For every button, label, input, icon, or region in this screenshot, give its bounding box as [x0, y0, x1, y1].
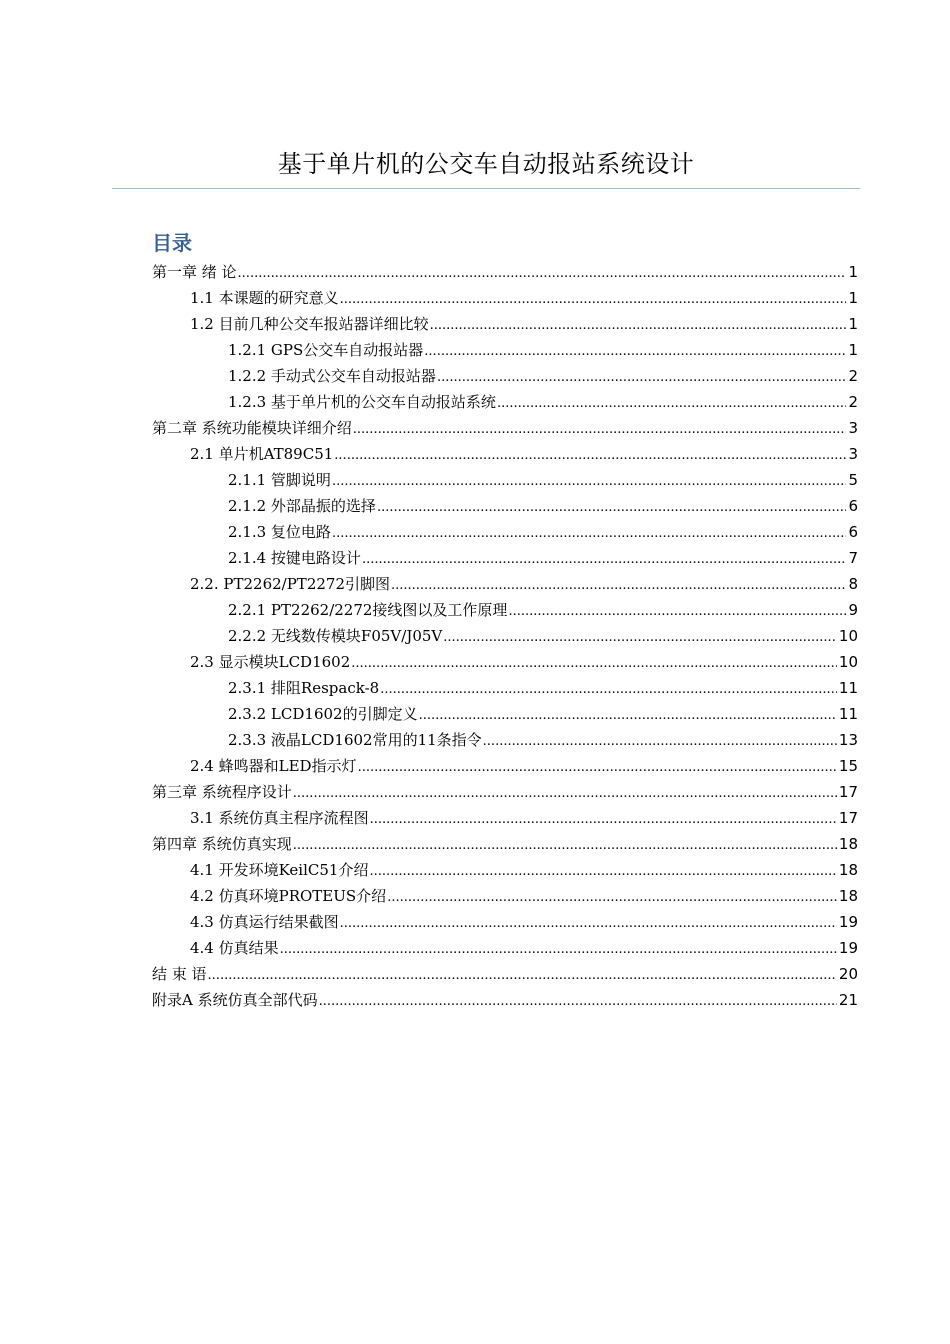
- toc-leader-dots: [293, 781, 837, 805]
- toc-page-number: 13: [838, 731, 858, 749]
- toc-leader-dots: [437, 365, 847, 389]
- toc-leader-dots: [508, 599, 846, 623]
- toc-heading: 目录: [152, 231, 192, 255]
- toc-entry[interactable]: [152, 909, 860, 935]
- toc-leader-dots: [340, 911, 837, 935]
- toc-entry-title: 1.2 目前几种公交车报站器详细比较: [190, 315, 429, 333]
- toc-entry-title: 1.1 本课题的研究意义: [190, 289, 339, 307]
- toc-leader-dots: [208, 963, 837, 987]
- toc-page-number: 3: [848, 419, 858, 437]
- toc-entry-title: 2.3.2 LCD1602的引脚定义: [228, 705, 418, 723]
- toc-entry[interactable]: [152, 961, 860, 987]
- toc-leader-dots: [497, 391, 847, 415]
- toc-entry[interactable]: [152, 623, 860, 649]
- toc-entry[interactable]: [152, 805, 860, 831]
- toc-leader-dots: [332, 469, 847, 493]
- toc-entry[interactable]: [152, 363, 860, 389]
- toc-entry[interactable]: [152, 779, 860, 805]
- toc-entry[interactable]: [152, 857, 860, 883]
- toc-page-number: 3: [848, 445, 858, 463]
- toc-entry[interactable]: [152, 311, 860, 337]
- toc-entry-title: 3.1 系统仿真主程序流程图: [190, 809, 369, 827]
- toc-entry-title: 2.2.1 PT2262/2272接线图以及工作原理: [228, 601, 508, 619]
- toc-page-number: 17: [838, 783, 858, 801]
- toc-entry-title: 2.1.4 按键电路设计: [228, 549, 361, 567]
- toc-entry-title: 4.3 仿真运行结果截图: [190, 913, 339, 931]
- toc-entry[interactable]: [152, 337, 860, 363]
- toc-leader-dots: [483, 729, 837, 753]
- toc-entry-title: 1.2.3 基于单片机的公交车自动报站系统: [228, 393, 496, 411]
- toc-entry-title: 4.1 开发环境KeilC51介绍: [190, 861, 369, 879]
- toc-page-number: 6: [848, 523, 858, 541]
- table-of-contents: [152, 259, 860, 1013]
- toc-entry-title: 2.1.3 复位电路: [228, 523, 331, 541]
- toc-entry-title: 第四章 系统仿真实现: [152, 835, 292, 853]
- toc-page-number: 11: [838, 705, 858, 723]
- toc-entry-title: 第一章 绪 论: [152, 263, 237, 281]
- toc-leader-dots: [293, 833, 837, 857]
- toc-page-number: 19: [838, 939, 858, 957]
- toc-page-number: 1: [848, 263, 858, 281]
- toc-entry-title: 附录A 系统仿真全部代码: [152, 991, 318, 1009]
- toc-leader-dots: [358, 755, 837, 779]
- toc-page-number: 11: [838, 679, 858, 697]
- toc-entry[interactable]: [152, 285, 860, 311]
- toc-leader-dots: [334, 443, 846, 467]
- toc-entry[interactable]: [152, 831, 860, 857]
- toc-entry-title: 2.3.1 排阻Respack-8: [228, 679, 380, 697]
- toc-entry[interactable]: [152, 519, 860, 545]
- toc-entry[interactable]: [152, 571, 860, 597]
- toc-page-number: 20: [838, 965, 858, 983]
- toc-leader-dots: [419, 703, 837, 727]
- toc-entry[interactable]: [152, 441, 860, 467]
- toc-page-number: 9: [848, 601, 858, 619]
- toc-leader-dots: [424, 339, 846, 363]
- toc-page-number: 7: [848, 549, 858, 567]
- title-divider: [112, 188, 860, 189]
- toc-page-number: 18: [838, 887, 858, 905]
- toc-page-number: 2: [848, 393, 858, 411]
- toc-entry[interactable]: [152, 545, 860, 571]
- toc-entry-title: 2.1.1 管脚说明: [228, 471, 331, 489]
- toc-page-number: 2: [848, 367, 858, 385]
- toc-entry[interactable]: [152, 701, 860, 727]
- toc-entry-title: 第二章 系统功能模块详细介绍: [152, 419, 352, 437]
- toc-leader-dots: [353, 417, 847, 441]
- toc-entry[interactable]: [152, 753, 860, 779]
- toc-entry[interactable]: [152, 987, 860, 1013]
- toc-page-number: 19: [838, 913, 858, 931]
- toc-entry[interactable]: [152, 727, 860, 753]
- toc-entry[interactable]: [152, 883, 860, 909]
- toc-leader-dots: [369, 859, 836, 883]
- toc-leader-dots: [340, 287, 847, 311]
- toc-entry[interactable]: [152, 597, 860, 623]
- toc-entry[interactable]: [152, 649, 860, 675]
- toc-page-number: 17: [838, 809, 858, 827]
- toc-page-number: 18: [838, 835, 858, 853]
- toc-entry-title: 2.3 显示模块LCD1602: [190, 653, 351, 671]
- toc-page-number: 10: [838, 627, 858, 645]
- toc-page-number: 21: [838, 991, 858, 1009]
- toc-leader-dots: [351, 651, 837, 675]
- toc-page-number: 15: [838, 757, 858, 775]
- toc-leader-dots: [430, 313, 847, 337]
- toc-entry-title: 2.1.2 外部晶振的选择: [228, 497, 376, 515]
- toc-entry-title: 1.2.1 GPS公交车自动报站器: [228, 341, 424, 359]
- toc-entry-title: 第三章 系统程序设计: [152, 783, 292, 801]
- toc-entry-title: 2.1 单片机AT89C51: [190, 445, 334, 463]
- toc-entry-title: 4.4 仿真结果: [190, 939, 279, 957]
- document-title: 基于单片机的公交车自动报站系统设计: [277, 150, 695, 178]
- toc-entry[interactable]: [152, 675, 860, 701]
- toc-page-number: 5: [848, 471, 858, 489]
- toc-leader-dots: [380, 677, 837, 701]
- toc-entry[interactable]: [152, 259, 860, 285]
- toc-page-number: 8: [848, 575, 858, 593]
- toc-leader-dots: [387, 885, 837, 909]
- toc-entry-title: 2.3.3 液晶LCD1602常用的11条指令: [228, 731, 482, 749]
- toc-page-number: 1: [848, 341, 858, 359]
- toc-entry-title: 2.2. PT2262/PT2272引脚图: [190, 575, 390, 593]
- toc-entry[interactable]: [152, 467, 860, 493]
- toc-leader-dots: [391, 573, 846, 597]
- toc-entry[interactable]: [152, 493, 860, 519]
- toc-leader-dots: [370, 807, 837, 831]
- toc-leader-dots: [319, 989, 837, 1013]
- toc-leader-dots: [238, 261, 847, 285]
- toc-entry-title: 结 束 语: [152, 965, 207, 983]
- toc-entry[interactable]: [152, 389, 860, 415]
- toc-entry-title: 2.2.2 无线数传模块F05V/J05V: [228, 627, 443, 645]
- toc-page-number: 1: [848, 315, 858, 333]
- toc-entry-title: 2.4 蜂鸣器和LED指示灯: [190, 757, 357, 775]
- toc-leader-dots: [443, 625, 837, 649]
- toc-page-number: 10: [838, 653, 858, 671]
- toc-entry-title: 4.2 仿真环境PROTEUS介绍: [190, 887, 387, 905]
- toc-leader-dots: [377, 495, 847, 519]
- toc-entry[interactable]: [152, 415, 860, 441]
- toc-page-number: 6: [848, 497, 858, 515]
- toc-leader-dots: [280, 937, 837, 961]
- toc-page-number: 18: [838, 861, 858, 879]
- toc-entry[interactable]: [152, 935, 860, 961]
- toc-leader-dots: [332, 521, 847, 545]
- toc-entry-title: 1.2.2 手动式公交车自动报站器: [228, 367, 436, 385]
- toc-page-number: 1: [848, 289, 858, 307]
- toc-leader-dots: [362, 547, 847, 571]
